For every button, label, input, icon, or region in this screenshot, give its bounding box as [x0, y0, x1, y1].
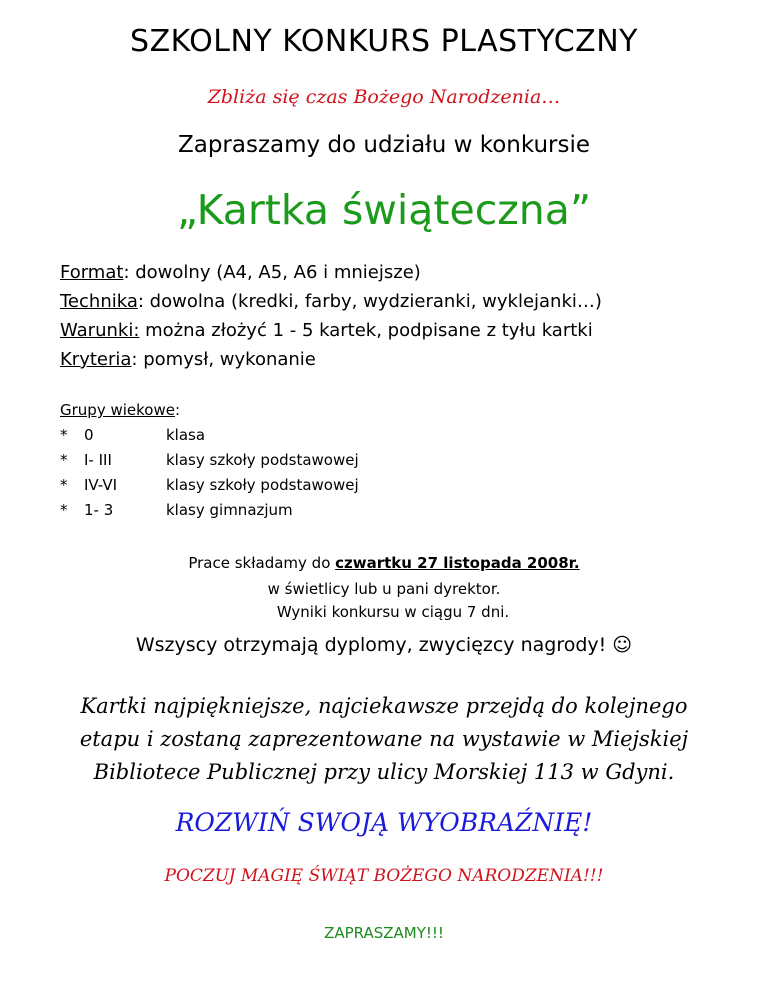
age-group-item	[60, 498, 359, 523]
group-desc: klasy gimnazjum	[166, 501, 293, 519]
rule-label: Format	[60, 262, 124, 283]
rule-text: dowolna (kredki, farby, wydzieranki, wyklejanki…)	[143, 291, 602, 312]
imagine-slogan: ROZWIŃ SWOJĄ WYOBRAŹNIĘ!	[175, 808, 593, 837]
rule-text: pomysł, wykonanie	[137, 349, 316, 370]
everyone-diplomas: Wszyscy otrzymają dyplomy, zwycięzcy nagrody! ☺	[135, 634, 633, 656]
group-code: 0	[84, 426, 94, 444]
rules-list	[60, 258, 602, 374]
rule-sep: :	[137, 291, 144, 312]
group-code: IV-VI	[84, 476, 118, 494]
rule-label: Kryteria	[60, 349, 132, 370]
age-group-item	[60, 473, 359, 498]
magic-slogan: POCZUJ MAGIĘ ŚWIĄT BOŻEGO NARODZENIA!!!	[164, 866, 604, 886]
deadline-line	[0, 554, 768, 572]
age-groups-heading	[60, 398, 359, 423]
age-groups	[60, 398, 359, 523]
bullet: *	[60, 426, 68, 444]
rule-sep: :	[123, 262, 130, 283]
deadline-date: czwartku 27 listopada 2008r.	[335, 554, 580, 572]
rule-format	[60, 258, 602, 287]
rule-label: Warunki:	[60, 320, 140, 341]
group-code: I- III	[84, 451, 112, 469]
best-cards-line: Bibliotece Publicznej przy ulicy Morskiej 113 w Gdyni.	[93, 760, 675, 784]
rule-text: można złożyć 1 - 5 kartek, podpisane z tyłu kartki	[139, 320, 593, 341]
age-group-item	[60, 448, 359, 473]
group-desc: klasa	[166, 426, 206, 444]
invite-line: Zapraszamy do udziału w konkursie	[177, 132, 591, 158]
age-groups-sep: :	[174, 401, 181, 419]
deadline-place: w świetlicy lub u pani dyrektor.	[267, 580, 501, 598]
rule-label: Technika	[60, 291, 138, 312]
results-info: Wyniki konkursu w ciągu 7 dni.	[276, 603, 510, 621]
bullet: *	[60, 451, 68, 469]
rule-technique	[60, 287, 602, 316]
poster-title: SZKOLNY KONKURS PLASTYCZNY	[130, 24, 638, 59]
contest-name: „Kartka świąteczna”	[176, 186, 592, 234]
best-cards-info	[0, 690, 768, 789]
rule-criteria	[60, 345, 602, 374]
bullet: *	[60, 501, 68, 519]
poster-subtitle: Zbliża się czas Bożego Narodzenia…	[207, 86, 561, 108]
group-desc: klasy szkoły podstawowej	[166, 476, 359, 494]
closing-invite: ZAPRASZAMY!!!	[324, 924, 444, 942]
rule-conditions	[60, 316, 602, 345]
best-cards-line: Kartki najpiękniejsze, najciekawsze przejdą do kolejnego	[80, 694, 688, 718]
group-code: 1- 3	[84, 501, 114, 519]
bullet: *	[60, 476, 68, 494]
age-groups-label: Grupy wiekowe	[60, 401, 175, 419]
rule-sep: :	[131, 349, 138, 370]
deadline-prefix: Prace składamy do	[188, 554, 336, 572]
rule-text: dowolny (A4, A5, A6 i mniejsze)	[129, 262, 421, 283]
age-group-item	[60, 423, 359, 448]
group-desc: klasy szkoły podstawowej	[166, 451, 359, 469]
best-cards-line: etapu i zostaną zaprezentowane na wystawie w Miejskiej	[79, 727, 689, 751]
